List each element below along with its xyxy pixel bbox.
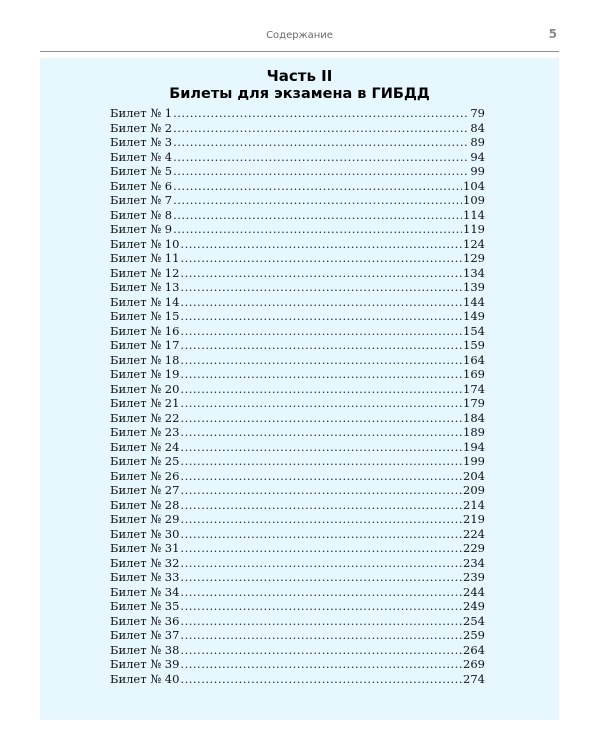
toc-entry-page-number: 184 xyxy=(463,410,485,425)
toc-entry-label: Билет № 27 xyxy=(110,483,180,497)
dot-leader xyxy=(173,135,469,150)
toc-entry-page-number: 164 xyxy=(463,352,485,367)
dot-leader xyxy=(180,396,462,411)
toc-entry-label: Билет № 26 xyxy=(110,468,180,483)
toc-entry-label: Билет № 6 xyxy=(110,178,173,193)
toc-content-box xyxy=(40,58,559,720)
toc-entry-page-number: 174 xyxy=(463,381,485,396)
toc-entry-label: Билет № 8 xyxy=(110,207,173,222)
dot-leader xyxy=(180,324,462,339)
toc-entry[interactable] xyxy=(110,512,485,527)
dot-leader xyxy=(180,353,462,368)
toc-entry[interactable] xyxy=(110,164,485,179)
toc-entry-page-number: 139 xyxy=(463,280,485,294)
toc-entry-page-number: 264 xyxy=(463,642,485,657)
toc-entry-page-number: 219 xyxy=(463,512,485,526)
dot-leader xyxy=(180,295,462,310)
dot-leader xyxy=(180,657,462,672)
dot-leader xyxy=(180,367,462,382)
toc-entry-label: Билет № 15 xyxy=(110,309,180,323)
dot-leader xyxy=(173,193,462,208)
toc-entry-page-number: 249 xyxy=(463,599,485,613)
toc-entry-page-number: 119 xyxy=(463,222,485,236)
toc-entry-label: Билет № 23 xyxy=(110,425,180,439)
toc-entry-label: Билет № 1 xyxy=(110,106,173,120)
page-number: 5 xyxy=(548,27,557,41)
dot-leader xyxy=(180,237,462,252)
toc-entry[interactable] xyxy=(110,280,485,295)
toc-entry-page-number: 89 xyxy=(470,135,485,149)
dot-leader xyxy=(180,266,462,281)
toc-entry[interactable] xyxy=(110,338,485,353)
toc-entry[interactable] xyxy=(110,628,485,643)
toc-entry[interactable] xyxy=(110,440,485,455)
toc-entry[interactable] xyxy=(110,193,485,208)
dot-leader xyxy=(173,179,462,194)
toc-entry[interactable] xyxy=(110,309,485,324)
toc-entry[interactable] xyxy=(110,411,485,426)
dot-leader xyxy=(180,440,462,455)
dot-leader xyxy=(173,208,462,223)
toc-entry-page-number: 239 xyxy=(463,570,485,584)
toc-entry[interactable] xyxy=(110,179,485,194)
toc-entry-page-number: 144 xyxy=(463,294,485,309)
toc-entry-label: Билет № 2 xyxy=(110,120,173,135)
toc-entry-page-number: 274 xyxy=(463,671,485,686)
toc-entry-page-number: 114 xyxy=(463,207,485,222)
dot-leader xyxy=(173,106,469,121)
toc-entry-label: Билет № 19 xyxy=(110,367,180,381)
toc-entry-label: Билет № 18 xyxy=(110,352,180,367)
dot-leader xyxy=(180,556,462,571)
toc-entry-page-number: 254 xyxy=(463,613,485,628)
toc-entry[interactable] xyxy=(110,396,485,411)
toc-entry-page-number: 79 xyxy=(470,106,485,120)
toc-entry-label: Билет № 24 xyxy=(110,439,180,454)
toc-entry[interactable] xyxy=(110,527,485,542)
toc-entry[interactable] xyxy=(110,251,485,266)
toc-entry-page-number: 104 xyxy=(463,178,485,193)
toc-entry[interactable] xyxy=(110,121,485,136)
toc-entry-page-number: 209 xyxy=(463,483,485,497)
toc-entry[interactable] xyxy=(110,135,485,150)
toc-entry[interactable] xyxy=(110,570,485,585)
toc-entry-page-number: 129 xyxy=(463,251,485,265)
toc-entry-label: Билет № 40 xyxy=(110,671,180,686)
dot-leader xyxy=(180,570,462,585)
dot-leader xyxy=(180,498,462,513)
toc-entry-page-number: 154 xyxy=(463,323,485,338)
toc-entry-page-number: 94 xyxy=(470,149,485,164)
toc-entry-label: Билет № 21 xyxy=(110,396,180,410)
toc-entry[interactable] xyxy=(110,382,485,397)
toc-entry-label: Билет № 7 xyxy=(110,193,173,207)
toc-entry-label: Билет № 13 xyxy=(110,280,180,294)
toc-entry-label: Билет № 36 xyxy=(110,613,180,628)
toc-entry[interactable] xyxy=(110,222,485,237)
toc-list xyxy=(110,106,485,686)
toc-entry[interactable] xyxy=(110,657,485,672)
dot-leader xyxy=(173,222,462,237)
dot-leader xyxy=(180,541,462,556)
toc-entry-label: Билет № 14 xyxy=(110,294,180,309)
toc-entry-label: Билет № 3 xyxy=(110,135,173,149)
toc-entry-label: Билет № 31 xyxy=(110,541,180,555)
dot-leader xyxy=(180,411,462,426)
toc-entry[interactable] xyxy=(110,324,485,339)
toc-entry-label: Билет № 29 xyxy=(110,512,180,526)
toc-entry[interactable] xyxy=(110,295,485,310)
toc-entry[interactable] xyxy=(110,353,485,368)
toc-entry-label: Билет № 35 xyxy=(110,599,180,613)
toc-entry-label: Билет № 4 xyxy=(110,149,173,164)
dot-leader xyxy=(180,599,462,614)
toc-entry-label: Билет № 5 xyxy=(110,164,173,178)
dot-leader xyxy=(180,454,462,469)
toc-entry[interactable] xyxy=(110,454,485,469)
dot-leader xyxy=(180,527,462,542)
dot-leader xyxy=(180,251,462,266)
dot-leader xyxy=(180,628,462,643)
toc-entry-page-number: 159 xyxy=(463,338,485,352)
dot-leader xyxy=(180,425,462,440)
toc-entry-page-number: 229 xyxy=(463,541,485,555)
dot-leader xyxy=(180,338,462,353)
toc-entry[interactable] xyxy=(110,483,485,498)
toc-entry[interactable] xyxy=(110,469,485,484)
toc-entry[interactable] xyxy=(110,541,485,556)
dot-leader xyxy=(180,614,462,629)
dot-leader xyxy=(180,672,462,687)
toc-entry-page-number: 269 xyxy=(463,657,485,671)
toc-entry-page-number: 259 xyxy=(463,628,485,642)
part-subtitle: Билеты для экзамена в ГИБДД xyxy=(169,86,430,102)
toc-entry-label: Билет № 22 xyxy=(110,410,180,425)
toc-entry[interactable] xyxy=(110,208,485,223)
toc-entry-label: Билет № 30 xyxy=(110,526,180,541)
toc-entry-page-number: 204 xyxy=(463,468,485,483)
toc-entry[interactable] xyxy=(110,643,485,658)
toc-entry[interactable] xyxy=(110,237,485,252)
toc-entry-page-number: 214 xyxy=(463,497,485,512)
toc-entry-label: Билет № 17 xyxy=(110,338,180,352)
toc-entry-label: Билет № 20 xyxy=(110,381,180,396)
running-title: Содержание xyxy=(266,30,333,41)
toc-entry[interactable] xyxy=(110,367,485,382)
dot-leader xyxy=(180,309,462,324)
part-title: Часть II xyxy=(266,67,333,85)
dot-leader xyxy=(180,512,462,527)
toc-entry-label: Билет № 10 xyxy=(110,236,180,251)
toc-entry-page-number: 194 xyxy=(463,439,485,454)
page-header xyxy=(40,0,559,52)
toc-entry-label: Билет № 9 xyxy=(110,222,173,236)
toc-entry-page-number: 149 xyxy=(463,309,485,323)
toc-entry-label: Билет № 33 xyxy=(110,570,180,584)
toc-entry-page-number: 99 xyxy=(470,164,485,178)
toc-entry-page-number: 169 xyxy=(463,367,485,381)
dot-leader xyxy=(180,382,462,397)
toc-entry[interactable] xyxy=(110,425,485,440)
toc-entry-label: Билет № 11 xyxy=(110,251,180,265)
toc-entry-label: Билет № 34 xyxy=(110,584,180,599)
toc-entry-label: Билет № 25 xyxy=(110,454,180,468)
toc-entry-page-number: 124 xyxy=(463,236,485,251)
toc-entry-page-number: 234 xyxy=(463,555,485,570)
toc-entry-label: Билет № 16 xyxy=(110,323,180,338)
toc-entry-label: Билет № 39 xyxy=(110,657,180,671)
toc-entry-label: Билет № 38 xyxy=(110,642,180,657)
toc-entry[interactable] xyxy=(110,585,485,600)
toc-entry[interactable] xyxy=(110,498,485,513)
toc-entry-page-number: 189 xyxy=(463,425,485,439)
toc-entry-page-number: 134 xyxy=(463,265,485,280)
toc-entry[interactable] xyxy=(110,599,485,614)
dot-leader xyxy=(180,280,462,295)
toc-entry-page-number: 179 xyxy=(463,396,485,410)
dot-leader xyxy=(173,164,469,179)
dot-leader xyxy=(180,483,462,498)
toc-entry-label: Билет № 12 xyxy=(110,265,180,280)
toc-entry[interactable] xyxy=(110,556,485,571)
dot-leader xyxy=(180,469,462,484)
toc-entry-label: Билет № 37 xyxy=(110,628,180,642)
dot-leader xyxy=(173,121,469,136)
toc-entry-page-number: 109 xyxy=(463,193,485,207)
toc-entry-page-number: 224 xyxy=(463,526,485,541)
toc-entry-page-number: 84 xyxy=(470,120,485,135)
toc-entry-page-number: 244 xyxy=(463,584,485,599)
toc-entry[interactable] xyxy=(110,106,485,121)
toc-entry[interactable] xyxy=(110,672,485,687)
toc-entry[interactable] xyxy=(110,266,485,281)
dot-leader xyxy=(180,643,462,658)
toc-entry-page-number: 199 xyxy=(463,454,485,468)
dot-leader xyxy=(173,150,469,165)
toc-entry[interactable] xyxy=(110,614,485,629)
dot-leader xyxy=(180,585,462,600)
toc-entry[interactable] xyxy=(110,150,485,165)
toc-entry-label: Билет № 32 xyxy=(110,555,180,570)
toc-entry-label: Билет № 28 xyxy=(110,497,180,512)
